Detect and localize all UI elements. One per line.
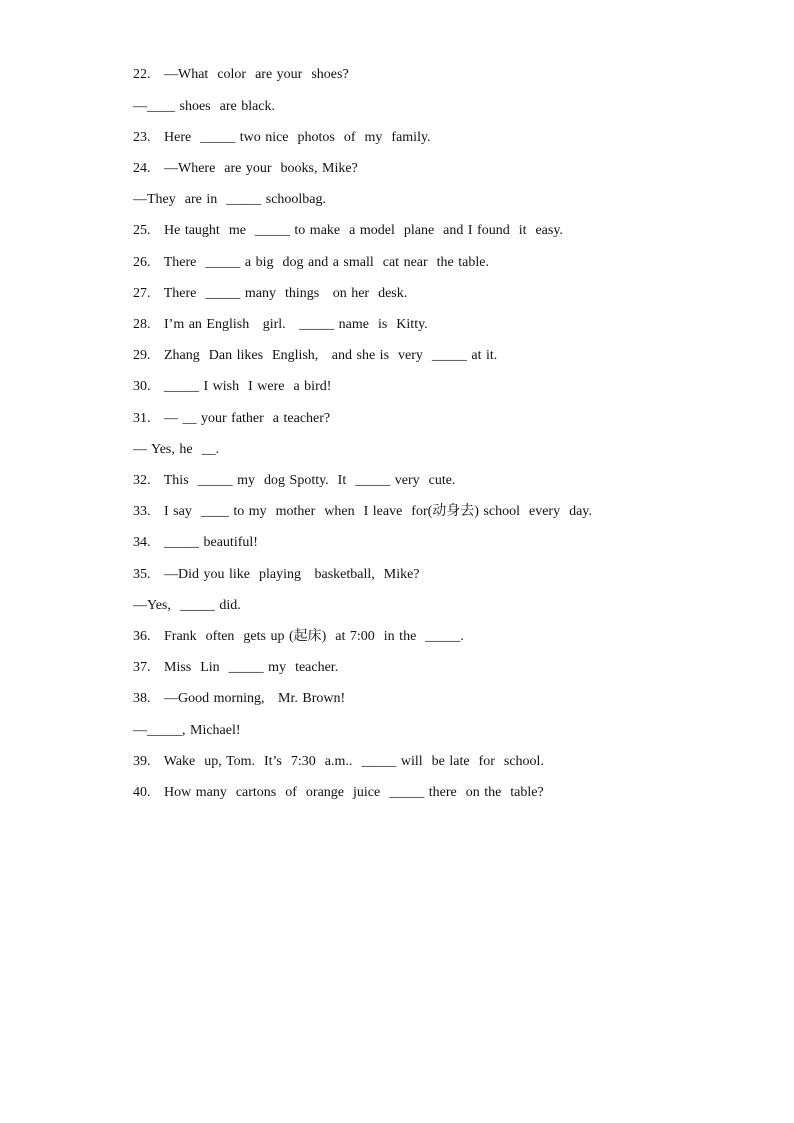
question-22-prompt: 22. —What color are your shoes? (133, 67, 349, 82)
question-31-prompt: 31. — __ your father a teacher? (133, 411, 331, 426)
question-38-response: —_____, Michael! (133, 723, 241, 738)
question-35-prompt: 35. —Did you like playing basketball, Mike? (133, 567, 420, 582)
question-39: 39. Wake up, Tom. It’s 7:30 a.m.. _____ will be late for school. (133, 754, 544, 769)
question-30: 30. _____ I wish I were a bird! (133, 379, 332, 394)
question-40: 40. How many cartons of orange juice _____ there on the table? (133, 785, 544, 800)
question-35-response: —Yes, _____ did. (133, 598, 241, 613)
question-38-prompt: 38. —Good morning, Mr. Brown! (133, 691, 346, 706)
question-26: 26. There _____ a big dog and a small cat near the table. (133, 255, 489, 270)
question-28: 28. I’m an English girl. _____ name is Kitty. (133, 317, 428, 332)
question-25: 25. He taught me _____ to make a model plane and I found it easy. (133, 223, 563, 238)
question-31-response: — Yes, he __. (133, 442, 220, 457)
question-36: 36. Frank often gets up (起床) at 7:00 in the _____. (133, 629, 464, 644)
question-24-prompt: 24. —Where are your books, Mike? (133, 161, 358, 176)
question-29: 29. Zhang Dan likes English, and she is very _____ at it. (133, 348, 498, 363)
question-27: 27. There _____ many things on her desk. (133, 286, 408, 301)
question-32: 32. This _____ my dog Spotty. It _____ very cute. (133, 473, 456, 488)
question-24-response: —They are in _____ schoolbag. (133, 192, 327, 207)
question-23: 23. Here _____ two nice photos of my family. (133, 130, 431, 145)
question-34: 34. _____ beautiful! (133, 535, 258, 550)
question-37: 37. Miss Lin _____ my teacher. (133, 660, 339, 675)
question-33: 33. I say ____ to my mother when I leave for(动身去) school every day. (133, 504, 592, 519)
question-22-response: —____ shoes are black. (133, 99, 276, 114)
